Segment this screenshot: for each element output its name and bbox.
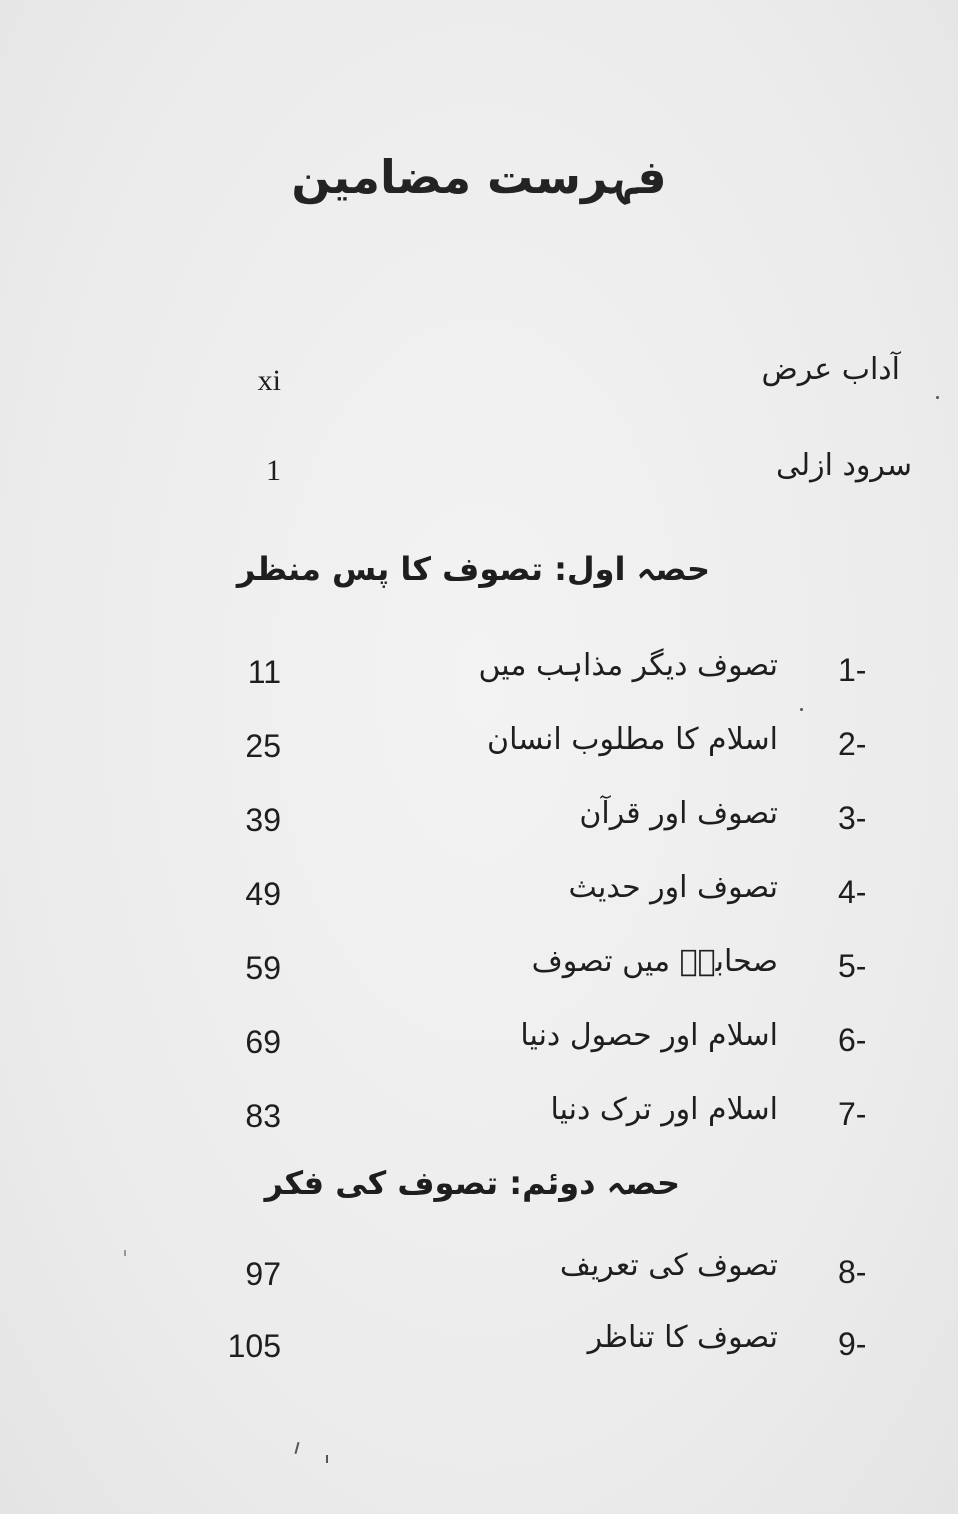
chapter-page: 69	[245, 1024, 281, 1060]
chapter-number: 6-	[838, 1022, 867, 1058]
scan-speck	[124, 1250, 126, 1256]
chapter-title: اسلام اور حصول دنیا	[520, 1018, 778, 1053]
chapter-title: تصوف کی تعریف	[559, 1248, 778, 1283]
scan-speck	[294, 1442, 299, 1454]
chapter-number: 9-	[838, 1326, 867, 1362]
chapter-title: تصوف اور قرآن	[579, 796, 778, 831]
front-matter-page: 1	[266, 454, 281, 487]
chapter-number: 2-	[838, 726, 867, 762]
chapter-title: تصوف دیگر مذاہب میں	[478, 648, 778, 683]
front-matter-label: آداب عرض	[761, 352, 900, 387]
section-heading: حصہ اول: تصوف کا پس منظر	[236, 550, 710, 588]
chapter-page: 11	[247, 654, 281, 690]
scan-speck	[936, 396, 939, 399]
chapter-number: 4-	[838, 874, 867, 910]
front-matter-label: سرود ازلی	[775, 448, 912, 483]
chapter-number: 3-	[838, 800, 867, 836]
scan-speck	[800, 708, 803, 711]
chapter-page: 105	[227, 1328, 281, 1364]
chapter-page: 49	[245, 876, 281, 912]
chapter-number: 5-	[838, 948, 867, 984]
section-heading: حصہ دوئم: تصوف کی فکر	[264, 1164, 680, 1202]
chapter-page: 59	[245, 950, 281, 986]
scan-speck	[326, 1455, 328, 1463]
chapter-title: اسلام کا مطلوب انسان	[487, 722, 778, 757]
chapter-title: تصوف اور حدیث	[568, 870, 778, 905]
front-matter-page: xi	[257, 364, 281, 397]
chapter-page: 83	[245, 1098, 281, 1134]
chapter-page: 25	[245, 728, 281, 764]
chapter-title: صحابہؓ میں تصوف	[531, 944, 778, 979]
chapter-number: 8-	[838, 1254, 867, 1290]
chapter-number: 1-	[838, 652, 867, 688]
chapter-page: 39	[245, 802, 281, 838]
chapter-title: تصوف کا تناظر	[587, 1320, 778, 1355]
chapter-number: 7-	[838, 1096, 867, 1132]
page-title: فہرست مضامین	[291, 150, 667, 204]
chapter-title: اسلام اور ترک دنیا	[550, 1092, 778, 1127]
chapter-page: 97	[245, 1256, 281, 1292]
